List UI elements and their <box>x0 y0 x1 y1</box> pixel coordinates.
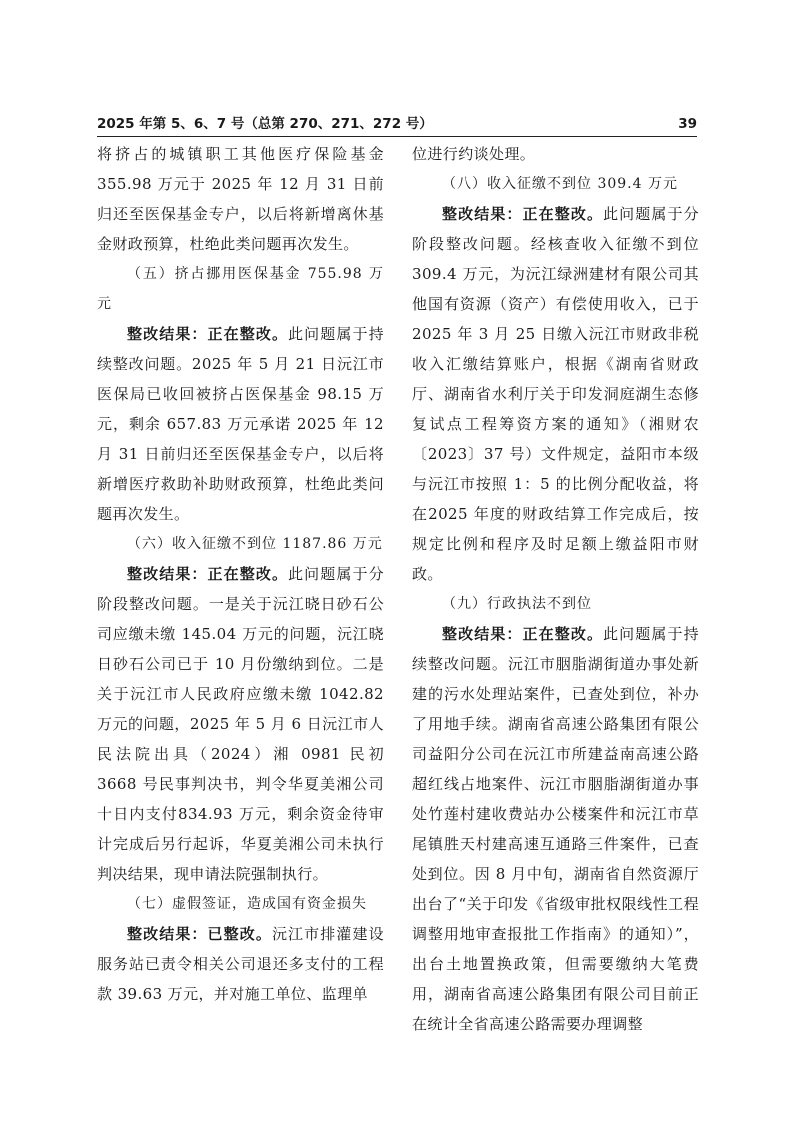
result-label: 整改结果：正在整改。 <box>442 205 604 223</box>
paragraph-text: 此问题属于分阶段整改问题。经核查收入征缴不到位309.4 万元，为沅江绿洲建材有限公司其他国有资源（资产）有偿使用收入，已于2025 年 3 月 25 日缴入沅江市财政非税收入汇缴结算账户，根据《湖南省财政厅、湖南省水利厅关于印发洞庭湖生态修复试点工程筹资方案的通知》（湘财农〔2023〕37 号）文件规定，益阳市本级与沅江市按照 1：5 的比例分配收益，将在2025 年度的财政结算工作完成后，按规定比例和程序及时足额上缴益阳市财政。 <box>412 205 699 583</box>
issue-label: 2025 年第 5、6、7 号（总第 270、271、272 号） <box>97 116 433 132</box>
paragraph-text: 此问题属于持续整改问题。沅江市胭脂湖街道办事处新建的污水处理站案件，已查处到位，补办了用地手续。湖南省高速公路集团有限公司益阳分公司在沅江市所建益南高速公路超红线占地案件、沅江市胭脂湖街道办事处竹莲村建收费站办公楼案件和沅江市草尾镇胜天村建高速互通路三件案件，已查处到位。因 8 月中旬，湖南省自然资源厅出台了“关于印发《省级审批权限线性工程调整用地审查报批工作指南》的通知）”，出台土地置换政策，但需要缴纳大笔费用，湖南省高速公路集团有限公司目前正在统计全省高速公路需要办理调整 <box>412 625 699 1033</box>
paragraph: 将挤占的城镇职工其他医疗保险基金355.98 万元于 2025 年 12 月 31 日前归还至医保基金专户，以后将新增离休基金财政预算，杜绝此类问题再次发生。 <box>97 145 384 253</box>
section-heading-9: （九）行政执法不到位 <box>442 596 592 612</box>
section-heading-8: （八）收入征缴不到位 309.4 万元 <box>442 176 678 192</box>
paragraph <box>97 919 384 1009</box>
paragraph-text: 此问题属于持续整改问题。2025 年 5 月 21 日沅江市医保局已收回被挤占医保基金 98.15 万元，剩余 657.83 万元承诺 2025 年 12 月 31 日前归还至医保基金专户，以后将新增医疗救助补助财政预算，杜绝此类问题再次发生。 <box>97 325 384 523</box>
paragraph-text: 此问题属于分阶段整改问题。一是关于沅江晓日砂石公司应缴未缴 145.04 万元的问题，沅江晓日砂石公司已于 10 月份缴纳到位。二是关于沅江市人民政府应缴未缴 1042.82 万元的问题，2025 年 5 月 6 日沅江市人民法院出具（2024）湘 0981 民初 3668 号民事判决书，判令华夏美湘公司十日内支付834.93 万元，剩余资金待审计完成后另行起诉，华夏美湘公司未执行判决结果，现申请法院强制执行。 <box>97 565 384 883</box>
header-rule <box>97 136 697 137</box>
right-column <box>412 139 699 1039</box>
result-label: 整改结果：正在整改。 <box>127 565 289 583</box>
paragraph <box>412 619 699 1039</box>
paragraph <box>412 199 699 589</box>
left-column <box>97 139 384 1009</box>
result-label: 整改结果：正在整改。 <box>127 325 289 343</box>
section-heading-7: （七）虚假签证，造成国有资金损失 <box>127 896 367 912</box>
result-label: 整改结果：正在整改。 <box>442 625 604 643</box>
paragraph <box>97 559 384 889</box>
page-header <box>97 114 697 134</box>
paragraph: 位进行约谈处理。 <box>412 145 536 163</box>
section-heading-5: （五）挤占挪用医保基金 755.98 万元 <box>97 266 384 312</box>
paragraph <box>97 319 384 529</box>
result-label: 整改结果：已整改。 <box>127 925 272 943</box>
page-number: 39 <box>678 116 697 132</box>
section-heading-6: （六）收入征缴不到位 1187.86 万元 <box>127 536 383 552</box>
paragraph-text: 沅江市排灌建设服务站已责令相关公司退还多支付的工程款 39.63 万元，并对施工单位、监理单 <box>97 925 384 1003</box>
